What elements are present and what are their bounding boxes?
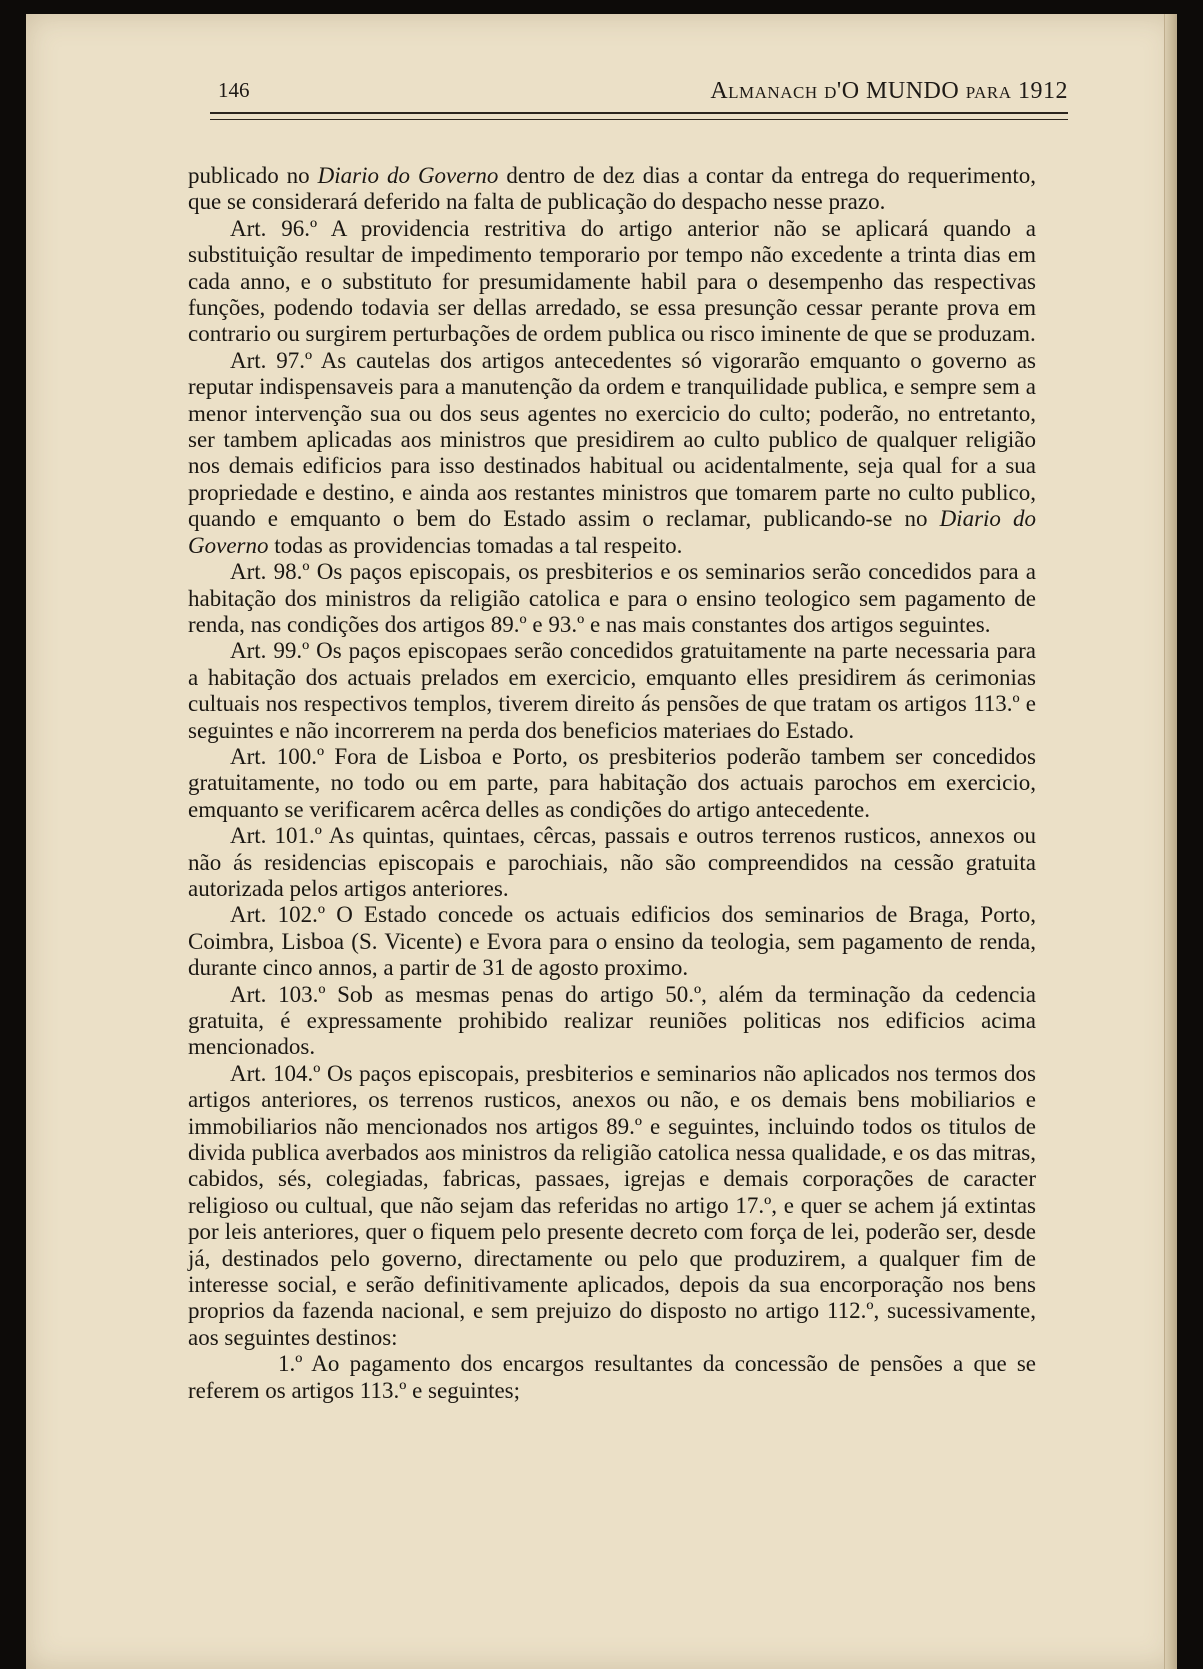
paragraph <box>188 823 1036 902</box>
page-header <box>178 78 1068 108</box>
paragraph <box>188 902 1036 981</box>
paragraph <box>188 1061 1036 1351</box>
paragraph-text: dentro de dez dias a contar da entrega do requerimento, que se considerará deferido na falta de publicação do despacho nesse prazo. <box>188 163 1036 215</box>
paragraph <box>188 638 1036 744</box>
paragraph-text: publicado no <box>188 163 318 188</box>
paragraph-text: Art. 96.º A providencia restritiva do artigo anterior não se aplicará quando a substituição resultar de impedimento temporario por tempo não excedente a trinta dias em cada anno, e o substituto for presumidamente habil para o desempenho das respectivas funções, podendo todavia ser dellas arredado, se essa presunção cessar perante prova em contrario ou surgirem perturbações de ordem publica ou risco iminente de que se produzam. <box>188 215 1036 347</box>
paragraph <box>188 1351 1036 1404</box>
italic-title: Diario do Governo <box>188 506 1036 558</box>
paragraph <box>188 216 1036 348</box>
paragraph <box>188 348 1036 559</box>
body-text <box>188 163 1036 1404</box>
paragraph <box>188 163 1036 216</box>
paragraph-text: Art. 103.º Sob as mesmas penas do artigo 50.º, além da terminação da cedencia gratuita, é expressamente prohibido realizar reuniões politicas nos edificios acima mencionados. <box>188 981 1036 1060</box>
paragraph-text: Art. 97.º As cautelas dos artigos antecedentes só vigorarão emquanto o governo as reputar indispensaveis para a manutenção da ordem e tranquilidade publica, e sempre sem a menor intervenção sua ou dos seus agentes no exercicio do culto; poderão, no entretanto, ser tambem aplicadas aos ministros que presidirem ao culto publico de qualquer religião nos demais edificios para isso destinados habitual ou acidentalmente, seja qual for a sua propriedade e destino, e ainda aos restantes ministros que tomarem parte no culto publico, quando e emquanto o bem do Estado assim o reclamar, publicando-se no <box>188 347 1036 532</box>
italic-title: Diario do Governo <box>317 163 499 188</box>
page-number: 146 <box>218 78 250 102</box>
paragraph-text: Art. 101.º As quintas, quintaes, cêrcas, passais e outros terrenos rusticos, annexos ou não ás residencias episcopais e parochiais, não são compreendidos na cessão gratuita autorizada pelos artigos anteriores. <box>188 823 1036 901</box>
paragraph <box>188 744 1036 823</box>
paragraph-text: 1.º Ao pagamento dos encargos resultantes da concessão de pensões a que se referem os artigos 113.º e seguintes; <box>188 1351 1036 1403</box>
paragraph <box>188 982 1036 1061</box>
paragraph-text: Art. 102.º O Estado concede os actuais edificios dos seminarios de Braga, Porto, Coimbra, Lisboa (S. Vicente) e Evora para o ensino da teologia, sem pagamento de renda, durante cinco annos, a partir de 31 de agosto proximo. <box>188 902 1036 981</box>
paragraph-text: todas as providencias tomadas a tal respeito. <box>268 532 683 558</box>
header-rule <box>210 112 1068 120</box>
paragraph <box>188 559 1036 638</box>
paragraph-text: Art. 98.º Os paços episcopais, os presbiterios e os seminarios serão concedidos para a habitação dos ministros da religião catolica e para o ensino teologico sem pagamento de renda, nas condições dos artigos 89.º e 93.º e nas mais constantes dos artigos seguintes. <box>188 559 1036 637</box>
page-gutter <box>1164 14 1177 1669</box>
running-title: Almanach d'O MUNDO para 1912 <box>710 78 1068 104</box>
paragraph-text: Art. 99.º Os paços episcopaes serão concedidos gratuitamente na parte necessaria para a habitação dos actuais prelados em exercicio, emquanto elles presidirem ás cerimonias cultuais nos respectivos templos, tiverem direito ás pensões de que tratam os artigos 113.º e seguintes e não incorrerem na perda dos beneficios materiaes do Estado. <box>188 638 1036 743</box>
paragraph-text: Art. 100.º Fora de Lisboa e Porto, os presbiterios poderão tambem ser concedidos gratuitamente, no todo ou em parte, para habitação dos actuais parochos em exercicio, emquanto se verificarem acêrca delles as condições do artigo antecedente. <box>188 743 1036 822</box>
paragraph-text: Art. 104.º Os paços episcopais, presbiterios e seminarios não aplicados nos termos dos artigos anteriores, os terrenos rusticos, anexos ou não, e os demais bens mobiliarios e immobiliarios não mencionados nos artigos 89.º e seguintes, incluindo todos os titulos de divida publica averbados aos ministros da religião catolica nessa qualidade, e os das mitras, cabidos, sés, colegiadas, fabricas, passaes, igrejas e demais corporações de caracter religioso ou cultual, que não sejam das referidas no artigo 17.º, e quer se achem já extintas por leis anteriores, quer o fiquem pelo presente decreto com força de lei, poderão ser, desde já, destinados pelo governo, directamente ou pelo que produzirem, a qualquer fim de interesse social, e serão definitivamente aplicados, depois da sua encorporação nos bens proprios da fazenda nacional, e sem prejuizo do disposto no artigo 112.º, sucessivamente, aos seguintes destinos: <box>188 1060 1036 1350</box>
